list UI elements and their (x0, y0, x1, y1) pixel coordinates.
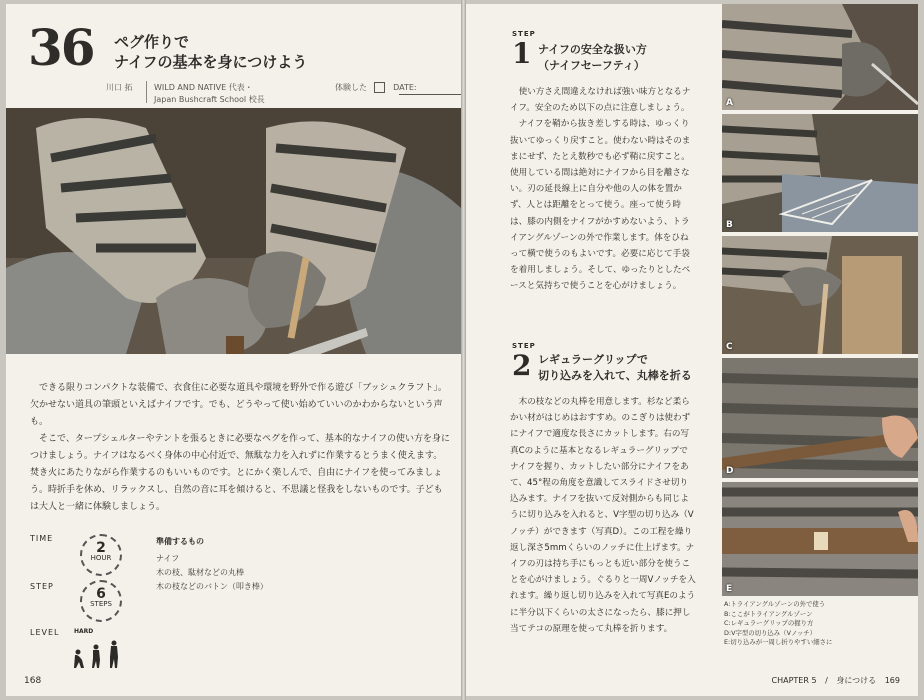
footer-section: 身につける (836, 676, 877, 685)
photo-d (722, 358, 918, 478)
step2-title-line-1: レギュラーグリップで (538, 353, 648, 366)
photo-a-illustration (722, 4, 918, 110)
right-page-number: 169 (884, 676, 900, 685)
step2-title-line-2: 切り込みを入れて、丸棒を折る (538, 369, 692, 382)
chapter-number: 36 (28, 18, 94, 77)
prep-item: 木の枝などのバトン（叩き棒） (156, 582, 268, 591)
org-line-1: WILD AND NATIVE 代表・ (154, 83, 253, 92)
photo-a-label: A (726, 98, 733, 108)
intro-paragraph-2: そこで、タープシェルターやテントを張るときに必要なペグを作って、基本的なナイフの使い方を身につけましょう。ナイフはなるべく身体の中心付近で、無駄な力を入れずに作業するとうまく使えます。焚き火にあたりながら作業するのもいいものです。とにかく楽しんで、自由にナイフを使ってみましょう。時折手を休め、リラックスし、自然の音に耳を傾けると、不思議と怪我をしないものです。子どもは大人と一緒に体験しましょう。 (30, 434, 450, 512)
intro-paragraph-1: できる限りコンパクトな装備で、衣食住に必要な道具や環境を野外で作る遊び「ブッシュクラフト」。欠かせない道具の筆頭といえばナイフです。でも、どうやって使い始めていいのかわからないという声も。 (30, 383, 447, 427)
title-line-2: ナイフの基本を身につけよう (114, 53, 308, 71)
photo-c-illustration (722, 236, 918, 354)
evolution-icon (72, 638, 136, 668)
steps-unit: STEPS (90, 600, 112, 608)
time-dial (80, 534, 122, 576)
main-photo-illustration (6, 108, 461, 354)
time-label: TIME (30, 534, 54, 543)
step2-title (538, 352, 692, 384)
step1-number: 1 (512, 37, 532, 70)
step1-title-line-2: （ナイフセーフティ） (538, 59, 645, 72)
step1-title (538, 42, 647, 74)
level-value: HARD (74, 628, 94, 635)
left-page-number: 168 (24, 676, 42, 686)
steps-dial (80, 580, 122, 622)
step1-label: STEP (512, 30, 536, 38)
photo-e (722, 482, 918, 596)
photo-d-illustration (722, 358, 918, 478)
photo-e-illustration (722, 482, 918, 596)
step1-paragraph-2: ナイフを鞘から抜き差しする時は、ゆっくり抜いてゆっくり戻すこと。使わない時はそのままにせず、たとえ数秒でも必ず鞘に戻すこと。使用している間は絶対にナイフから目を離さない。刃の延長線上に自分や他の人の体を置かず、人とは距離をとって使う。座って使う時は、膝の内側をナイフがかすめないよう、トライアングルゾーンの外で作業します。体をひねって横で使うのもよいです。必要に応じて手袋を着用しましょう。そして、ゆったりとしたペースと気持ちで使うことを心がけましょう。 (510, 119, 691, 292)
right-page (466, 4, 918, 696)
steps-value: 6 (96, 586, 106, 602)
footer-separator: / (825, 676, 828, 685)
photo-e-label: E (726, 584, 733, 594)
author-divider (146, 81, 147, 103)
time-value: 2 (96, 540, 106, 556)
caption-a: A:トライアングルゾーンの外で使う (724, 600, 826, 608)
photo-captions (724, 600, 832, 648)
photo-c (722, 236, 918, 354)
photo-c-label: C (726, 342, 733, 352)
date-line (399, 94, 461, 95)
photo-b-label: B (726, 220, 733, 230)
author-org (154, 82, 265, 106)
step2-number: 2 (512, 349, 532, 382)
prep-item: ナイフ (156, 554, 180, 563)
step1-title-line-1: ナイフの安全な扱い方 (538, 43, 647, 56)
level-label: LEVEL (30, 628, 60, 637)
photo-b (722, 114, 918, 232)
done-checkbox[interactable] (374, 82, 385, 93)
step1-paragraph-1: 使い方さえ間違えなければ強い味方となるナイフ。安全のため以下の点に注意しましょう。 (510, 87, 691, 114)
step-label: STEP (30, 582, 54, 591)
intro-text (30, 380, 450, 516)
org-line-2: Japan Bushcraft School 校長 (154, 95, 265, 104)
step1-text (510, 84, 696, 295)
photo-b-illustration (722, 114, 918, 232)
left-page (6, 4, 461, 696)
footer-chapter: CHAPTER 5 (771, 676, 817, 685)
page-footer (766, 675, 901, 686)
prep-item: 木の枝、駄材などの丸棒 (156, 568, 244, 577)
main-photo (6, 108, 461, 354)
date-label: DATE: (393, 83, 417, 92)
caption-c: C:レギュラーグリップの握り方 (724, 619, 814, 627)
done-checklist (335, 82, 417, 93)
step2-label: STEP (512, 342, 536, 350)
prep-heading: 準備するもの (156, 537, 204, 546)
prep-list (156, 552, 268, 594)
caption-e: E:切り込みが一周し折りやすい細さに (724, 638, 833, 646)
done-label: 体験した (335, 83, 367, 92)
photo-d-label: D (726, 466, 734, 476)
time-unit: HOUR (90, 554, 112, 562)
caption-b: B:ここがトライアングルゾーン (724, 609, 813, 618)
title-line-1: ペグ作りで (114, 33, 190, 51)
author-block (106, 82, 265, 104)
caption-d: D:V字型の切り込み（Vノッチ） (724, 628, 817, 637)
photo-a (722, 4, 918, 110)
step2-paragraph-1: 木の枝などの丸棒を用意します。杉など柔らかい材がはじめはおすすめ。のこぎりは使わずにナイフで適度な長さにカットします。右の写真Cのように基本となるレギュラーグリップでナイフを握り、カットしたい部分にナイフをあて、45°程の角度を意識してスライドさせ切り込みます。ナイフを抜いて反対側からも同じように切り込みを入れると、V字型の切り込み（Vノッチ）ができます（写真D）。この工程を繰り返し深さ5mmくらいのノッチに仕上げます。ナイフの刃は持ち手にもっとも近い部分を使うことを心がけましょう。ぐるりと一周Vノッチを入れます。繰り返し切り込みを入れて写真Eのように半分以下くらいの太さになったら、膝に押し当てテコの原理を使って丸棒を折ります。 (510, 397, 696, 634)
author-name: 川口 拓 (106, 83, 133, 92)
page-title (114, 32, 307, 72)
step2-text (510, 394, 696, 637)
